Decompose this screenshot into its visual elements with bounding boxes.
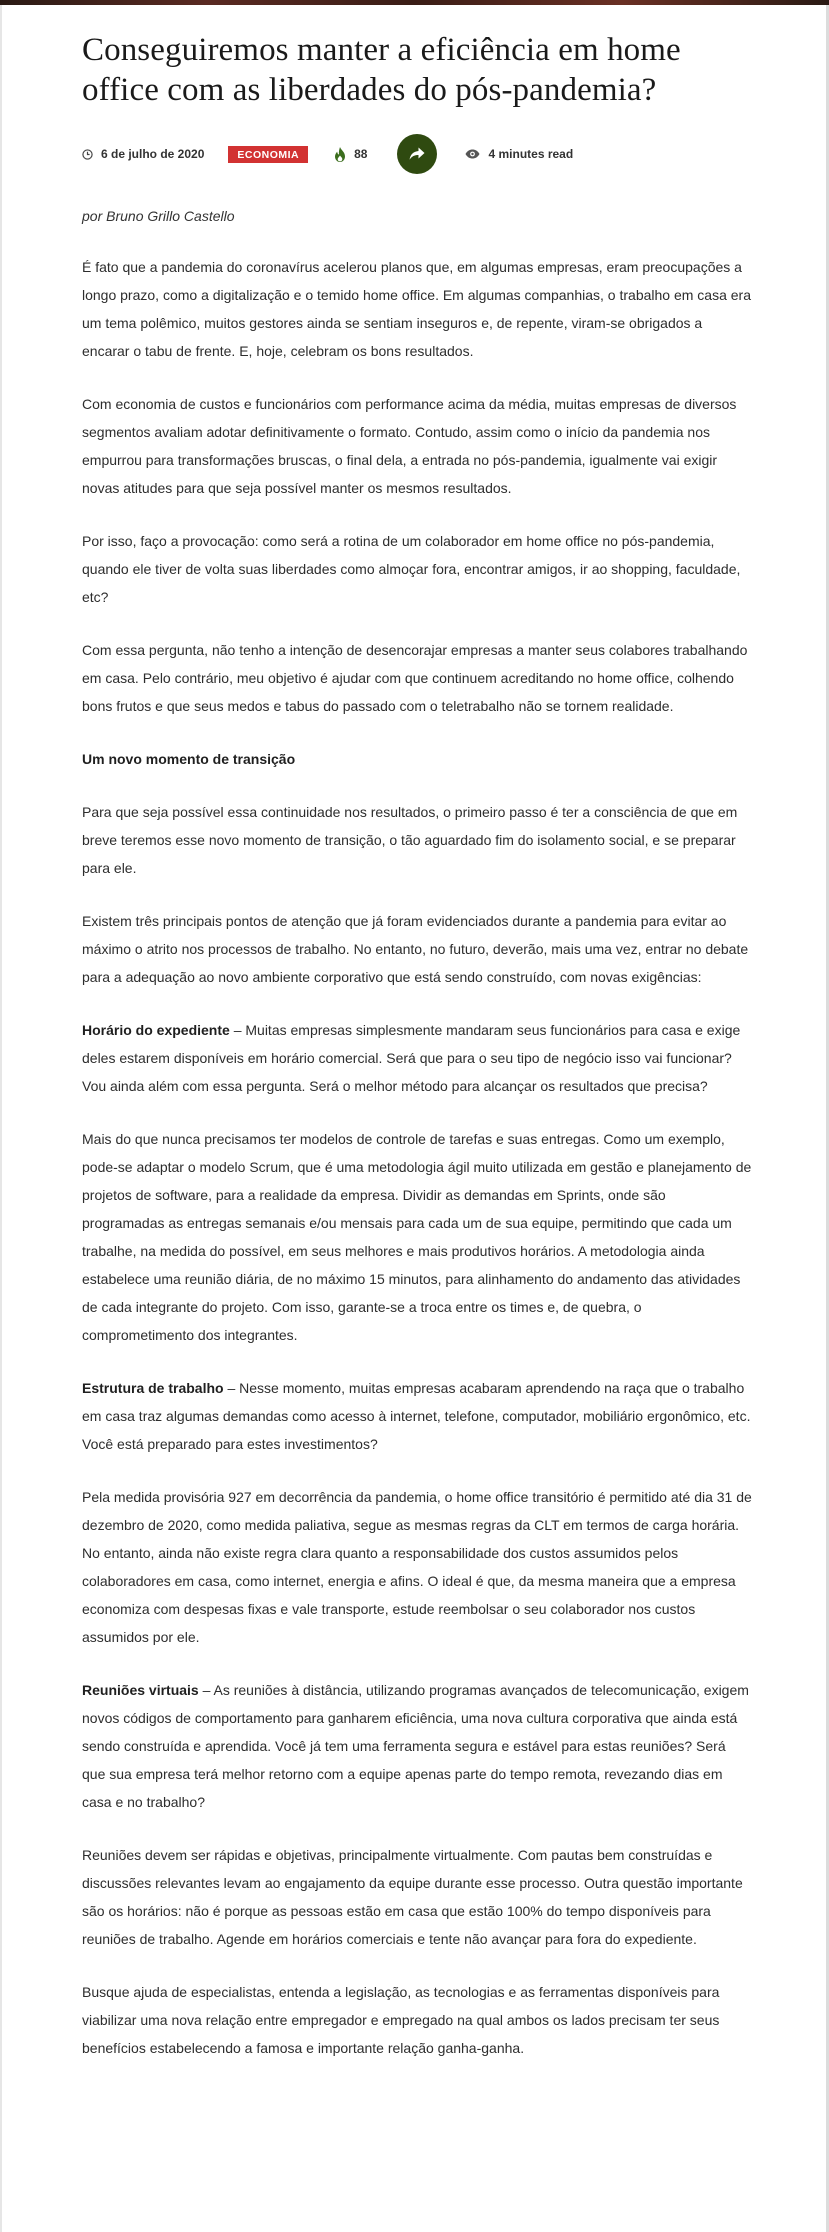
- eye-icon: [465, 149, 480, 159]
- paragraph-schedule: [82, 1016, 752, 1100]
- paragraph: Com economia de custos e funcionários com performance acima da média, muitas empresas de diversos segmentos avaliam adotar definitivamente o formato. Contudo, assim como o início da pandemia nos empurrou para transformações bruscas, o final dela, a entrada no pós-pandemia, igualmente vai exigir novas atitudes para que seja possível manter os mesmos resultados.: [82, 396, 737, 496]
- section-heading: Um novo momento de transição: [82, 751, 296, 767]
- paragraph: Reuniões devem ser rápidas e objetivas, principalmente virtualmente. Com pautas bem construídas e discussões relevantes levam ao engajamento da equipe durante esse processo. Outra questão importante são os horários: não é porque as pessoas estão em casa que estão 100% do tempo disponíveis para reuniões de trabalho. Agende em horários comerciais e tente não avançar para fora do expediente.: [82, 1847, 743, 1947]
- paragraph: Existem três principais pontos de atenção que já foram evidenciados durante a pandemia para evitar ao máximo o atrito nos processos de trabalho. No entanto, no futuro, deverão, mais uma vez, entrar no debate para a adequação ao novo ambiente corporativo que está sendo construído, com novas exigências:: [82, 913, 749, 985]
- paragraph-meetings: [82, 1676, 752, 1816]
- paragraph-body: – As reuniões à distância, utilizando programas avançados de telecomunicação, exigem novos códigos de comportamento para ganharem eficiência, uma nova cultura corporativa que ainda está sendo construída e aprendida. Você já tem uma ferramenta segura e estável para estas reuniões? Será que sua empresa terá melhor retorno com a equipe apenas parte do tempo remota, revezando dias em casa e no trabalho?: [82, 1682, 749, 1810]
- article-meta: [82, 134, 752, 174]
- paragraph: Pela medida provisória 927 em decorrência da pandemia, o home office transitório é permitido até dia 31 de dezembro de 2020, como medida paliativa, segue as mesmas regras da CLT em termos de carga horária. No entanto, ainda não existe regra clara quanto a responsabilidade dos custos assumidos pelos colaboradores em casa, como internet, energia e afins. O ideal é que, da mesma maneira que a empresa economiza com despesas fixas e vale transporte, estude reembolsar o seu colaborador nos custos assumidos por ele.: [82, 1489, 752, 1645]
- paragraph-structure: [82, 1374, 752, 1458]
- publish-date-text: 6 de julho de 2020: [101, 147, 205, 161]
- header-image-strip: [0, 0, 829, 5]
- share-button[interactable]: [397, 134, 437, 174]
- hot-counter: [334, 147, 367, 162]
- hot-count: 88: [354, 147, 368, 161]
- paragraph: Com essa pergunta, não tenho a intenção de desencorajar empresas a manter seus colabores trabalhando em casa. Pelo contrário, meu objetivo é ajudar com que continuem acreditando no home office, colhendo bons frutos e que seus medos e tabus do passado com o teletrabalho não se tornem realidade.: [82, 642, 748, 714]
- category-badge[interactable]: ECONOMIA: [228, 146, 308, 163]
- publish-date: [82, 147, 204, 161]
- paragraph: Por isso, faço a provocação: como será a rotina de um colaborador em home office no pós-pandemia, quando ele tiver de volta suas liberdades como almoçar fora, encontrar amigos, ir ao shopping, faculdade, etc?: [82, 533, 741, 605]
- paragraph-body: – Muitas empresas simplesmente mandaram seus funcionários para casa e exige deles estarem disponíveis em horário comercial. Será que para o seu tipo de negócio isso vai funcionar? Vou ainda além com essa pergunta. Será o melhor método para alcançar os resultados que precisa?: [82, 1022, 741, 1094]
- lead-term: Reuniões virtuais: [82, 1682, 199, 1698]
- paragraph: Mais do que nunca precisamos ter modelos de controle de tarefas e suas entregas. Como um exemplo, pode-se adaptar o modelo Scrum, que é uma metodologia ágil muito utilizada em gestão e planejamento de projetos de software, para a realidade da empresa. Dividir as demandas em Sprints, onde são programadas as entregas semanais e/ou mensais para cada um de sua equipe, permitindo que cada um trabalhe, na medida do possível, em seus melhores e mais produtivos horários. A metodologia ainda estabelece uma reunião diária, de no máximo 15 minutos, para alinhamento do andamento das atividades de cada integrante do projeto. Com isso, garante-se a troca entre os times e, de quebra, o comprometimento dos integrantes.: [82, 1131, 752, 1343]
- article-title: Conseguiremos manter a eficiência em home office com as liberdades do pós-pandemia?: [82, 32, 681, 108]
- paragraph: Para que seja possível essa continuidade nos resultados, o primeiro passo é ter a consciência de que em breve teremos esse novo momento de transição, o tão aguardado fim do isolamento social, e se preparar para ele.: [82, 804, 738, 876]
- clock-icon: [82, 149, 93, 160]
- lead-term: Estrutura de trabalho: [82, 1380, 224, 1396]
- lead-term: Horário do expediente: [82, 1022, 230, 1038]
- read-time: [465, 147, 573, 161]
- page-frame-left: [0, 5, 2, 2232]
- paragraph: É fato que a pandemia do coronavírus acelerou planos que, em algumas empresas, eram preocupações a longo prazo, como a digitalização e o temido home office. Em algumas companhias, o trabalho em casa era um tema polêmico, muitos gestores ainda se sentiam inseguros e, de repente, viram-se obrigados a encarar o tabu de frente. E, hoje, celebram os bons resultados.: [82, 259, 751, 359]
- share-arrow-icon: [409, 147, 425, 161]
- paragraph: Busque ajuda de especialistas, entenda a legislação, as tecnologias e as ferramentas disponíveis para viabilizar uma nova relação entre empregador e empregado na qual ambos os lados precisam ter seus benefícios estabelecendo a famosa e importante relação ganha-ganha.: [82, 1984, 720, 2056]
- byline: por Bruno Grillo Castello: [82, 208, 235, 224]
- paragraph-body: – Nesse momento, muitas empresas acabaram aprendendo na raça que o trabalho em casa traz algumas demandas como acesso à internet, telefone, computador, mobiliário ergonômico, etc. Você está preparado para estes investimentos?: [82, 1380, 751, 1452]
- flame-icon: [334, 147, 346, 162]
- read-time-text: 4 minutes read: [488, 147, 574, 161]
- article: [82, 30, 752, 2087]
